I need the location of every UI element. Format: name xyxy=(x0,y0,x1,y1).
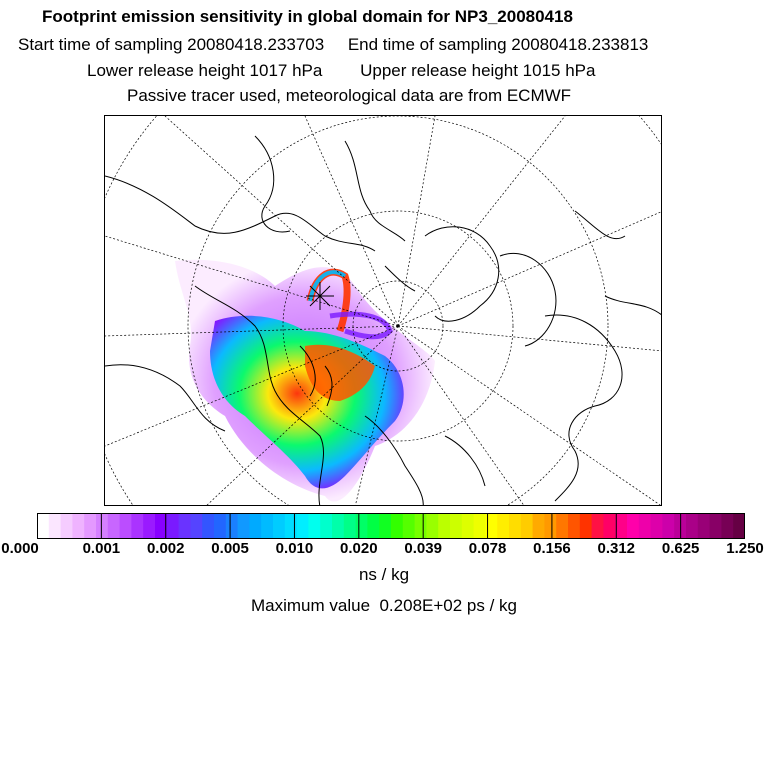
colorbar-cell xyxy=(308,513,320,539)
colorbar-tick-label: 0.312 xyxy=(597,540,636,557)
colorbar-tick-label: 0.000 xyxy=(1,540,39,557)
colorbar-cell xyxy=(108,513,120,539)
colorbar-tick-label: 1.250 xyxy=(726,540,764,557)
colorbar-cell xyxy=(72,513,84,539)
colorbar-cell xyxy=(261,513,273,539)
colorbar-cell xyxy=(120,513,132,539)
colorbar-cell xyxy=(698,513,710,539)
colorbar-cell xyxy=(202,513,214,539)
colorbar-cell xyxy=(462,513,474,539)
colorbar-cell xyxy=(403,513,415,539)
colorbar-cell xyxy=(603,513,615,539)
colorbar-cell xyxy=(226,513,238,539)
colorbar-tick-label: 0.005 xyxy=(211,540,249,557)
colorbar-cell xyxy=(37,513,49,539)
colorbar-tick-label: 0.078 xyxy=(468,540,507,557)
colorbar-cell xyxy=(297,513,309,539)
colorbar-cell xyxy=(96,513,108,539)
colorbar-cell xyxy=(356,513,368,539)
colorbar-tick-label: 0.039 xyxy=(404,540,442,557)
colorbar-cell xyxy=(84,513,96,539)
colorbar-cell xyxy=(415,513,427,539)
colorbar-tick-label: 0.010 xyxy=(275,540,314,557)
colorbar-cell xyxy=(450,513,462,539)
colorbar-cell xyxy=(426,513,438,539)
colorbar-cell xyxy=(344,513,356,539)
colorbar-cell xyxy=(285,513,297,539)
colorbar-cell xyxy=(167,513,179,539)
colorbar-cell xyxy=(686,513,698,539)
colorbar-cell xyxy=(627,513,639,539)
release-location-marker xyxy=(306,282,334,310)
colorbar-cell xyxy=(379,513,391,539)
footprint-map xyxy=(104,115,662,506)
colorbar-units: ns / kg xyxy=(358,565,410,584)
colorbar-cell xyxy=(214,513,226,539)
release-height-line: Lower release height 1017 hPa Upper release height 1015 hPa xyxy=(87,61,596,80)
colorbar-cell xyxy=(249,513,261,539)
colorbar-tick-label: 0.156 xyxy=(533,540,571,557)
colorbar-cell xyxy=(238,513,250,539)
tracer-info-line: Passive tracer used, meteorological data are from ECMWF xyxy=(127,86,572,105)
colorbar-cell xyxy=(273,513,285,539)
colorbar-cell xyxy=(580,513,592,539)
colorbar-cell xyxy=(521,513,533,539)
colorbar-cell xyxy=(143,513,155,539)
colorbar-tick-label: 0.020 xyxy=(340,540,378,557)
colorbar-cell xyxy=(367,513,379,539)
colorbar-cell xyxy=(721,513,733,539)
colorbar-tick-label: 0.001 xyxy=(82,540,121,557)
colorbar-cell xyxy=(639,513,651,539)
map-canvas xyxy=(105,116,662,506)
colorbar-cell xyxy=(568,513,580,539)
colorbar-cell xyxy=(49,513,61,539)
colorbar-cell xyxy=(592,513,604,539)
map-title: Footprint emission sensitivity in global domain for NP3_20080418 xyxy=(42,7,573,26)
colorbar-cell xyxy=(556,513,568,539)
colorbar-cell xyxy=(615,513,627,539)
colorbar-cell xyxy=(131,513,143,539)
colorbar-tick-label: 0.625 xyxy=(661,540,700,557)
colorbar-cell xyxy=(190,513,202,539)
colorbar-cell xyxy=(544,513,556,539)
maximum-value: Maximum value 0.208E+02 ps / kg xyxy=(251,596,517,615)
colorbar-cell xyxy=(662,513,674,539)
colorbar-cell xyxy=(438,513,450,539)
colorbar-cell xyxy=(332,513,344,539)
colorbar-cell xyxy=(710,513,722,539)
colorbar-cell xyxy=(533,513,545,539)
colorbar-cell xyxy=(474,513,486,539)
colorbar-cell xyxy=(509,513,521,539)
sampling-time-line: Start time of sampling 20080418.233703 End time of sampling 20080418.233813 xyxy=(18,35,649,54)
colorbar-cell xyxy=(733,513,745,539)
colorbar-cell xyxy=(391,513,403,539)
colorbar-cell xyxy=(179,513,191,539)
colorbar-cell xyxy=(320,513,332,539)
colorbar-cell xyxy=(61,513,73,539)
colorbar-cell xyxy=(651,513,663,539)
colorbar-cell xyxy=(497,513,509,539)
colorbar xyxy=(37,513,745,539)
colorbar-tick-label: 0.002 xyxy=(146,540,185,557)
plume-layer xyxy=(175,260,435,502)
